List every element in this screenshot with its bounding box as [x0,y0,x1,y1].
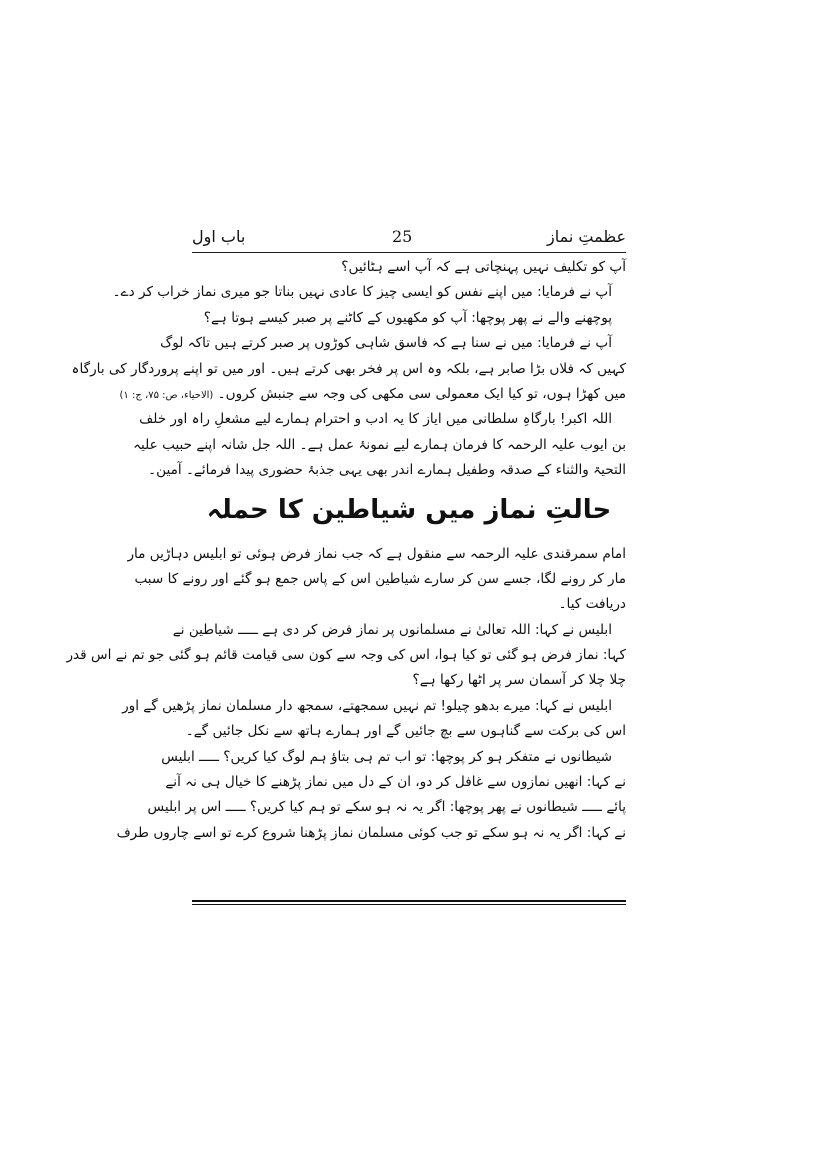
footer-thick-rule [192,900,626,902]
text-line: ابلیس نے کہا: اللہ تعالیٰ نے مسلمانوں پر نماز فرض کر دی ہے ـــــ شیاطین نے [172,621,612,638]
text-line: اللہ اکبر! بارگاہِ سلطانی میں ایاز کا یہ ادب و احترام ہمارے لیے مشعلِ راہ اور خلف [139,411,612,428]
running-chapter-title: باب اول [192,227,246,246]
text-line: نے کہا: انھیں نمازوں سے غافل کر دو، ان کے دل میں نماز پڑھنے کا خیال ہی نہ آنے [165,774,626,791]
page-number: 25 [392,227,413,246]
text-line: چلا چلا کر آسمان سر پر اٹھا رکھا ہے؟ [412,672,626,689]
text-span: میں کھڑا ہوں، تو کیا ایک معمولی سی مکھی کی وجہ سے جنبش کروں۔ [217,385,626,402]
text-line: شیطانوں نے متفکر ہو کر پوچھا: تو اب تم ہی بتاؤ ہم لوگ کیا کریں؟ ـــــ ابلیس [161,748,612,765]
text-line: مار کر رونے لگا، جسے سن کر سارے شیاطین اس کے پاس جمع ہو گئے اور رونے کا سبب [134,570,626,587]
text-line: کہیں کہ فلاں بڑا صابر ہے، بلکہ وہ اس پر فخر بھی کرتے ہیں۔ اور میں تو اپنے پروردگار کی بارگاہ [71,360,626,377]
text-line: آپ نے فرمایا: میں نے سنا ہے کہ فاسق شاہی کوڑوں پر صبر کرتے ہیں تاکہ لوگ [160,335,612,352]
text-line: ابلیس نے کہا: میرے بدھو چیلو! تم نہیں سمجھتے، سمجھ دار مسلمان نماز پڑھیں گے اور [122,697,612,714]
running-book-title: عظمتِ نماز [546,227,626,246]
document-page [66,226,626,846]
header-rule [192,252,626,253]
text-line: اس کی برکت سے گناہوں سے بچ جائیں گے اور ہمارے ہاتھ سے نکل جائیں گے۔ [185,723,626,740]
text-line: آپ کو تکلیف نہیں پہنچاتی ہے کہ آپ اسے ہٹائیں؟ [341,259,626,275]
text-line: بن ایوب علیہ الرحمہ کا فرمان ہمارے لیے نمونۂ عمل ہے۔ اللہ جل شانہ اپنے حبیب علیہ [133,436,626,453]
text-line: آپ نے فرمایا: میں اپنے نفس کو ایسی چیز کا عادی نہیں بناتا جو میری نماز خراب کر دے۔ [112,284,612,301]
text-line: پوچھنے والے نے پھر پوچھا: آپ کو مکھیوں کے کاٹنے پر صبر کیسے ہوتا ہے؟ [203,309,612,326]
page-body [66,255,626,846]
text-line: دریافت کیا۔ [558,596,626,613]
text-line [119,382,626,407]
text-line: نے کہا: اگر یہ نہ ہو سکے تو جب کوئی مسلمان نماز پڑھنا شروع کرے تو اسے چاروں طرف [116,824,626,841]
footer-thin-rule [192,904,626,905]
reference-citation: (الاحیاء، ص: ۷۵، ج: ۱) [119,389,214,401]
section-heading: حالتِ نماز میں شیاطین کا حملہ [206,494,612,525]
footer-rules [192,900,626,905]
text-line: امام سمرقندی علیہ الرحمہ سے منقول ہے کہ جب نماز فرض ہوئی تو ابلیس دہاڑیں مار [127,545,626,562]
text-line: التحیۃ والثناء کے صدقہ وطفیل ہمارے اندر بھی یہی جذبۂ حضوری پیدا فرمائے۔ آمین۔ [148,462,626,479]
page-header [192,226,626,252]
text-line: پائے ـــــ شیطانوں نے پھر پوچھا: اگر یہ نہ ہو سکے تو ہم کیا کریں؟ ـــــ اس پر ابلیس [147,799,626,816]
text-line: کہا: نماز فرض ہو گئی تو کیا ہوا، اس کی وجہ سے کون سی قیامت قائم ہو گئی جو تم نے اس قدر [66,647,626,664]
